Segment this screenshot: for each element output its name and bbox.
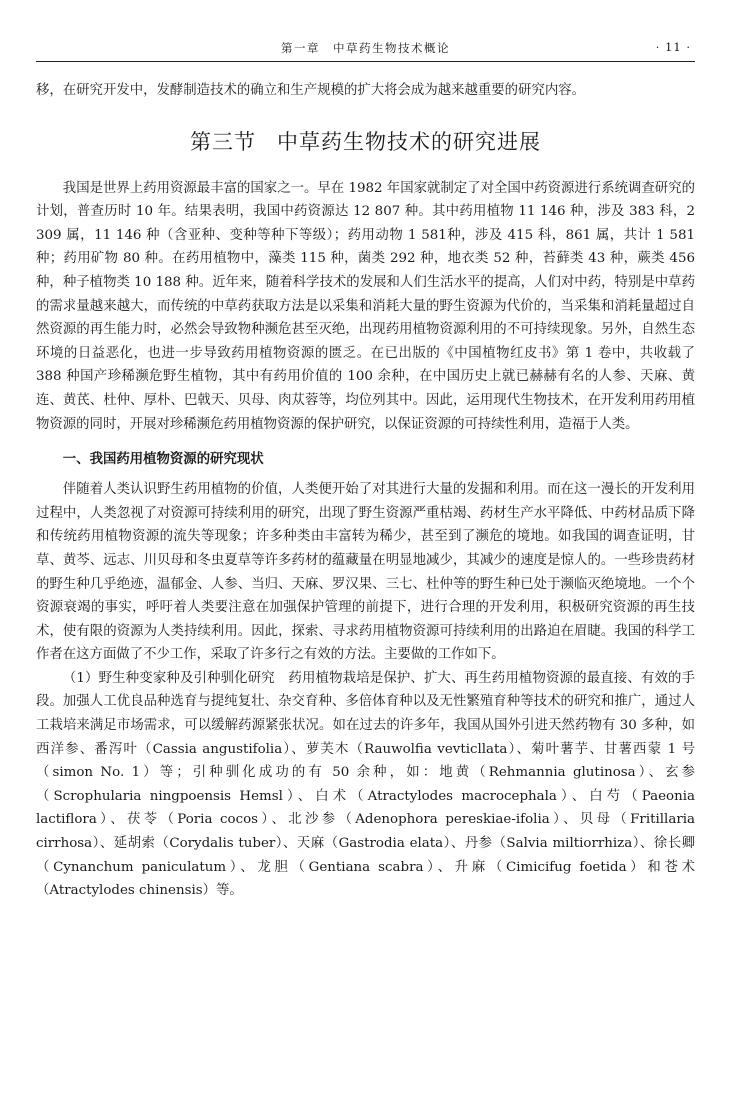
section-number: 第三节	[190, 129, 256, 154]
page-number: · 11 ·	[655, 40, 691, 54]
subsection-heading: 一、我国药用植物资源的研究现状	[62, 452, 264, 468]
running-header	[36, 38, 695, 58]
chapter-title: 第一章 中草药生物技术概论	[281, 41, 450, 55]
section-heading	[36, 127, 695, 157]
intro-paragraph: 我国是世界上药用资源最丰富的国家之一。早在 1982 年国家就制定了对全国中药资源进行系统调查研究的计划，普查历时 10 年。结果表明，我国中药资源达 12 807 种。其中药用植物 11 146 种，涉及 383 科，2 309 属，11 146 种（含亚种、变种等种下等级）；药用动物 1 581种，涉及 415 科，861 属，共计 1 581 种；药用矿物 80 种。在药用植物中，藻类 115 种，菌类 292 种，地衣类 52 种，苔藓类 43 种，蕨类 456 种，种子植物类 10 188 种。近年来，随着科学技术的发展和人们生活水平的提高，人们对中药，特别是中草药的需求量越来越大，而传统的中草药获取方法是以采集和消耗大量的野生资源为代价的，当采集和消耗量超过自然资源的再生能力时，必然会导致物种濒危甚至灭绝，出现药用植物资源利用的不可持续现象。另外，自然生态环境的日益恶化，也进一步导致药用植物资源的匮乏。在已出版的《中国植物红皮书》第 1 卷中，共收载了 388 种国产珍稀濒危野生植物，其中有药用价值的 100 余种，在中国历史上就已赫赫有名的人参、天麻、黄连、黄芪、杜仲、厚朴、巴戟天、贝母、肉苁蓉等，均位列其中。因此，运用现代生物技术，在开发利用药用植物资源的同时，开展对珍稀濒危药用植物资源的保护研究，以保证资源的可持续性利用，造福于人类。	[36, 180, 695, 432]
header-rule	[36, 61, 695, 62]
section-title: 中草药生物技术的研究进展	[277, 129, 541, 154]
numbered-item-1: （1）野生种变家种及引种驯化研究 药用植物栽培是保护、扩大、再生药用植物资源的最直接、有效的手段。加强人工优良品种选育与提纯复壮、杂交育种、多倍体育种以及无性繁殖育种等技术的研究和推广，通过人工栽培来满足市场需求，可以缓解药源紧张状况。如在过去的许多年，我国从国外引进天然药物有 30 多种，如西洋参、番泻叶（Cassia angustifolia）、萝芙木（Rauwolfia vevticllata）、菊叶薯芋、甘薯西蒙 1 号（simon No. 1）等；引种驯化成功的有 50 余种，如：地黄（Rehmannia glutinosa）、玄参（Scrophularia ningpoensis Hemsl）、白术（Atractylodes macrocephala）、白芍（Paeonia lactiflora）、茯苓（Poria cocos）、北沙参（Adenophora pereskiae-ifolia）、贝母（Fritillaria cirrhosa）、延胡索（Corydalis tuber）、天麻（Gastrodia elata）、丹参（Salvia miltiorrhiza）、徐长卿（Cynanchum paniculatum）、龙胆（Gentiana scabra）、升麻（Cimicifug foetida）和苍术（Atractylodes chinensis）等。	[36, 670, 695, 899]
subsection-paragraph: 伴随着人类认识野生药用植物的价值，人类便开始了对其进行大量的发掘和利用。而在这一漫长的开发利用过程中，人类忽视了对资源可持续利用的研究，出现了野生资源严重枯竭、药材生产水平降低、中药材品质下降和传统药用植物资源的流失等现象；许多种类由丰富转为稀少，甚至到了濒危的境地。如我国的调查证明，甘草、黄芩、远志、川贝母和冬虫夏草等许多药材的蕴藏量在明显地减少，其减少的速度是惊人的。一些珍贵药材的野生种几乎绝迹，温郁金、人参、当归、天麻、罗汉果、三七、杜仲等的野生种已处于濒临灭绝境地。一个个资源衰竭的事实，呼吁着人类要注意在加强保护管理的前提下，进行合理的开发利用，积极研究资源的再生技术，使有限的资源为人类持续利用。因此，探索、寻求药用植物资源可持续利用的出路迫在眉睫。我国的科学工作者在这方面做了不少工作，采取了许多行之有效的方法。主要做的工作如下。	[36, 482, 695, 663]
page-body	[36, 79, 695, 903]
continuation-paragraph: 移，在研究开发中，发酵制造技术的确立和生产规模的扩大将会成为越来越重要的研究内容。	[36, 83, 586, 98]
